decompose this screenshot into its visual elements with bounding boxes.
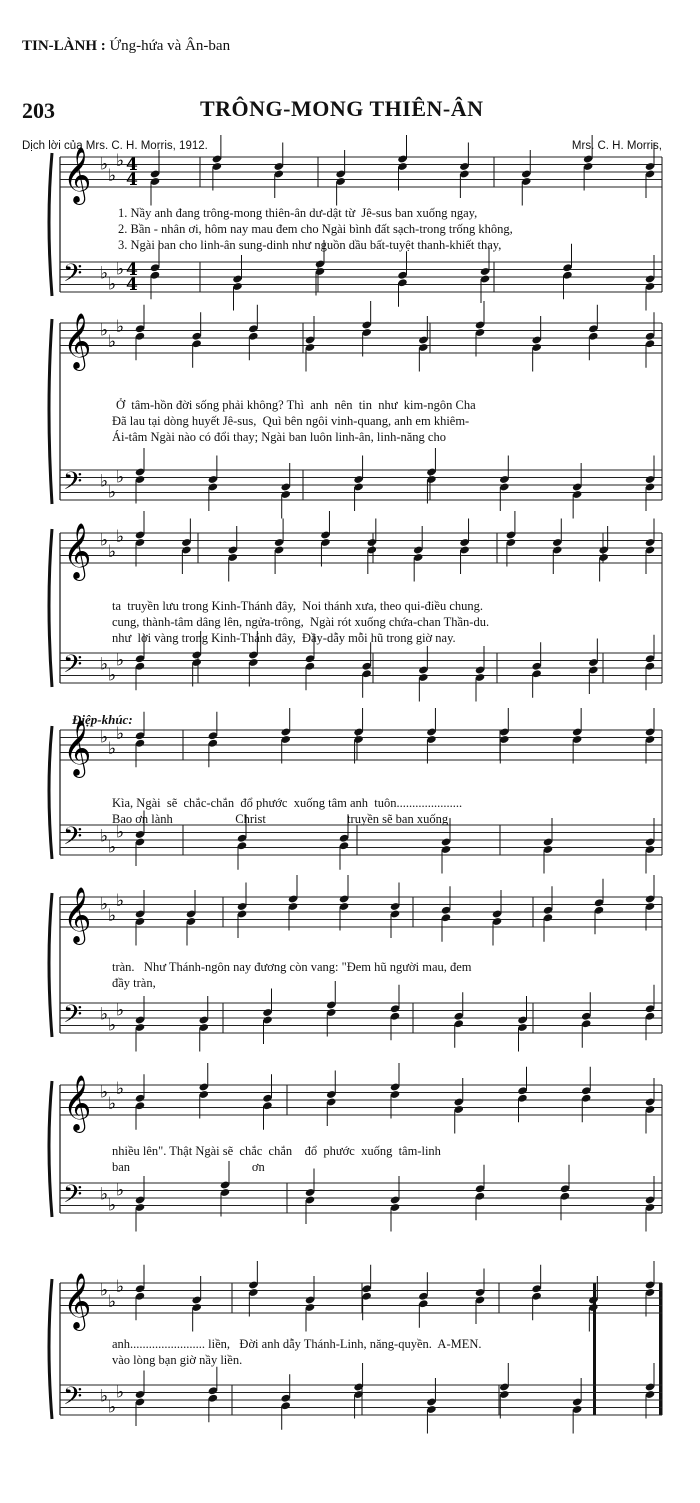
system-bracket: [49, 726, 52, 859]
lyric-line: tràn. Như Thánh-ngôn nay đương còn vang: "Đem hũ người mau, đem: [112, 960, 472, 974]
flat-icon: ♭: [116, 259, 125, 280]
lyric-line: 1. Nầy anh đang trông-mong thiên-ân dư-dật từ Jê-sus ban xuống ngay,: [118, 206, 478, 220]
flat-icon: ♭: [116, 150, 125, 171]
flat-icon: ♭: [108, 331, 117, 352]
flat-icon: ♭: [116, 1382, 125, 1403]
flat-icon: ♭: [108, 1015, 117, 1036]
lyric-line: như lời vàng trong Kinh-Thánh đây, Đầy-dẫy mỗi hũ trong giờ nay.: [112, 631, 456, 645]
flat-icon: ♭: [100, 154, 109, 175]
treble-clef-icon: 𝄞: [63, 1075, 92, 1131]
treble-clef-icon: 𝄞: [63, 523, 92, 579]
flat-icon: ♭: [100, 727, 109, 748]
flat-icon: ♭: [116, 650, 125, 671]
lyric-line: đầy tràn,: [112, 976, 156, 990]
flat-icon: ♭: [108, 1291, 117, 1312]
time-signature-digit: 4: [126, 260, 138, 280]
bass-clef-icon: 𝄢: [63, 259, 83, 294]
lyric-line: ban ơn: [112, 1160, 265, 1174]
flat-icon: ♭: [108, 482, 117, 503]
composer-credit: Mrs. C. H. Morris,: [571, 140, 662, 152]
flat-icon: ♭: [108, 738, 117, 759]
flat-icon: ♭: [100, 894, 109, 915]
time-signature-digit: 4: [126, 170, 138, 190]
staff-treble: [60, 301, 662, 372]
flat-icon: ♭: [116, 822, 125, 843]
flat-icon: ♭: [116, 1276, 125, 1297]
flat-icon: ♭: [100, 1184, 109, 1205]
staff-treble: [60, 875, 662, 946]
flat-icon: ♭: [100, 471, 109, 492]
flat-icon: ♭: [100, 1386, 109, 1407]
lyric-line: Ái-tâm Ngài nào có đổi thay; Ngài ban luôn linh-ân, linh-năng cho: [112, 430, 446, 444]
flat-icon: ♭: [100, 654, 109, 675]
section-subtitle: Ứng-hứa và Ân-ban: [109, 38, 231, 54]
lyric-line: 3. Ngài ban cho linh-ân sung-dinh như nguồn dầu bất-tuyệt thanh-khiết thay,: [118, 238, 502, 252]
staff-treble: [60, 1261, 662, 1332]
flat-icon: ♭: [116, 467, 125, 488]
flat-icon: ♭: [100, 1082, 109, 1103]
flat-icon: ♭: [108, 905, 117, 926]
flat-icon: ♭: [116, 1078, 125, 1099]
refrain-label: Điệp-khúc:: [72, 712, 133, 727]
lyric-line: Đã lau tại dòng huyết Jê-sus, Quì bên ngôi vinh-quang, anh em khiêm-: [112, 414, 470, 428]
flat-icon: ♭: [100, 530, 109, 551]
lyric-line: Bao ơn lành Christ truyền sẽ ban xuống: [112, 812, 449, 826]
flat-icon: ♭: [108, 1397, 117, 1418]
flat-icon: ♭: [100, 1280, 109, 1301]
section-label: TIN-LÀNH :: [22, 38, 106, 54]
time-signature-digit: 4: [126, 275, 138, 295]
lyric-line: Kìa, Ngài sẽ chắc-chắn đổ phước xuống tâm anh tuôn.....................: [112, 796, 463, 810]
flat-icon: ♭: [108, 665, 117, 686]
flat-icon: ♭: [100, 263, 109, 284]
staff-bass: [60, 1363, 662, 1434]
treble-clef-icon: 𝄞: [63, 147, 92, 203]
staff-treble: [60, 511, 662, 582]
flat-icon: ♭: [116, 1000, 125, 1021]
flat-icon: ♭: [108, 165, 117, 186]
flat-icon: ♭: [100, 1004, 109, 1025]
flat-icon: ♭: [108, 541, 117, 562]
lyric-line: vào lòng bạn giờ nầy liền.: [112, 1353, 243, 1367]
hymn-number: 203: [22, 98, 55, 123]
bass-clef-icon: 𝄢: [63, 467, 83, 502]
flat-icon: ♭: [116, 1180, 125, 1201]
lyric-line: cung, thành-tâm dâng lên, ngửa-trông, Ngài rót xuống chứa-chan Thần-du.: [112, 615, 490, 629]
flat-icon: ♭: [116, 723, 125, 744]
bass-clef-icon: 𝄢: [63, 650, 83, 685]
lyric-line: ta truyền lưu trong Kinh-Thánh đây, Noi thánh xưa, theo qui-điều chung.: [112, 599, 483, 613]
bass-clef-icon: 𝄢: [63, 1180, 83, 1215]
treble-clef-icon: 𝄞: [63, 887, 92, 943]
flat-icon: ♭: [116, 890, 125, 911]
flat-icon: ♭: [108, 1195, 117, 1216]
flat-icon: ♭: [116, 526, 125, 547]
staff-treble: [60, 708, 662, 778]
staff-bass: [60, 981, 662, 1052]
flat-icon: ♭: [108, 274, 117, 295]
treble-clef-icon: 𝄞: [63, 313, 92, 369]
flat-icon: ♭: [100, 320, 109, 341]
flat-icon: ♭: [108, 837, 117, 858]
staff-treble: [60, 1063, 662, 1134]
lyric-line: Ở tâm-hồn đời sống phải không? Thì anh nên tin như kim-ngôn Cha: [116, 398, 476, 412]
lyric-line: nhiều lên". Thật Ngài sẽ chắc chắn đổ phước xuống tâm-linh: [112, 1144, 441, 1158]
treble-clef-icon: 𝄞: [63, 720, 92, 776]
bass-clef-icon: 𝄢: [63, 822, 83, 857]
lyrics-credit: Dịch lời của Mrs. C. H. Morris, 1912.: [22, 140, 208, 152]
bass-clef-icon: 𝄢: [63, 1000, 83, 1035]
time-signature-digit: 4: [126, 155, 138, 175]
treble-clef-icon: 𝄞: [63, 1273, 92, 1329]
lyric-line: 2. Bần - nhân ơi, hôm nay mau đem cho Ngài bình đất sạch-trong trống không,: [118, 222, 513, 236]
staff-treble: [60, 135, 662, 206]
bass-clef-icon: 𝄢: [63, 1382, 83, 1417]
lyric-line: anh........................ liền, Đời anh dẫy Thánh-Linh, năng-quyền. A-MEN.: [112, 1337, 482, 1351]
staff-bass: [60, 448, 662, 519]
flat-icon: ♭: [100, 826, 109, 847]
flat-icon: ♭: [116, 316, 125, 337]
flat-icon: ♭: [108, 1093, 117, 1114]
hymn-title: TRÔNG-MONG THIÊN-ÂN: [200, 96, 484, 121]
